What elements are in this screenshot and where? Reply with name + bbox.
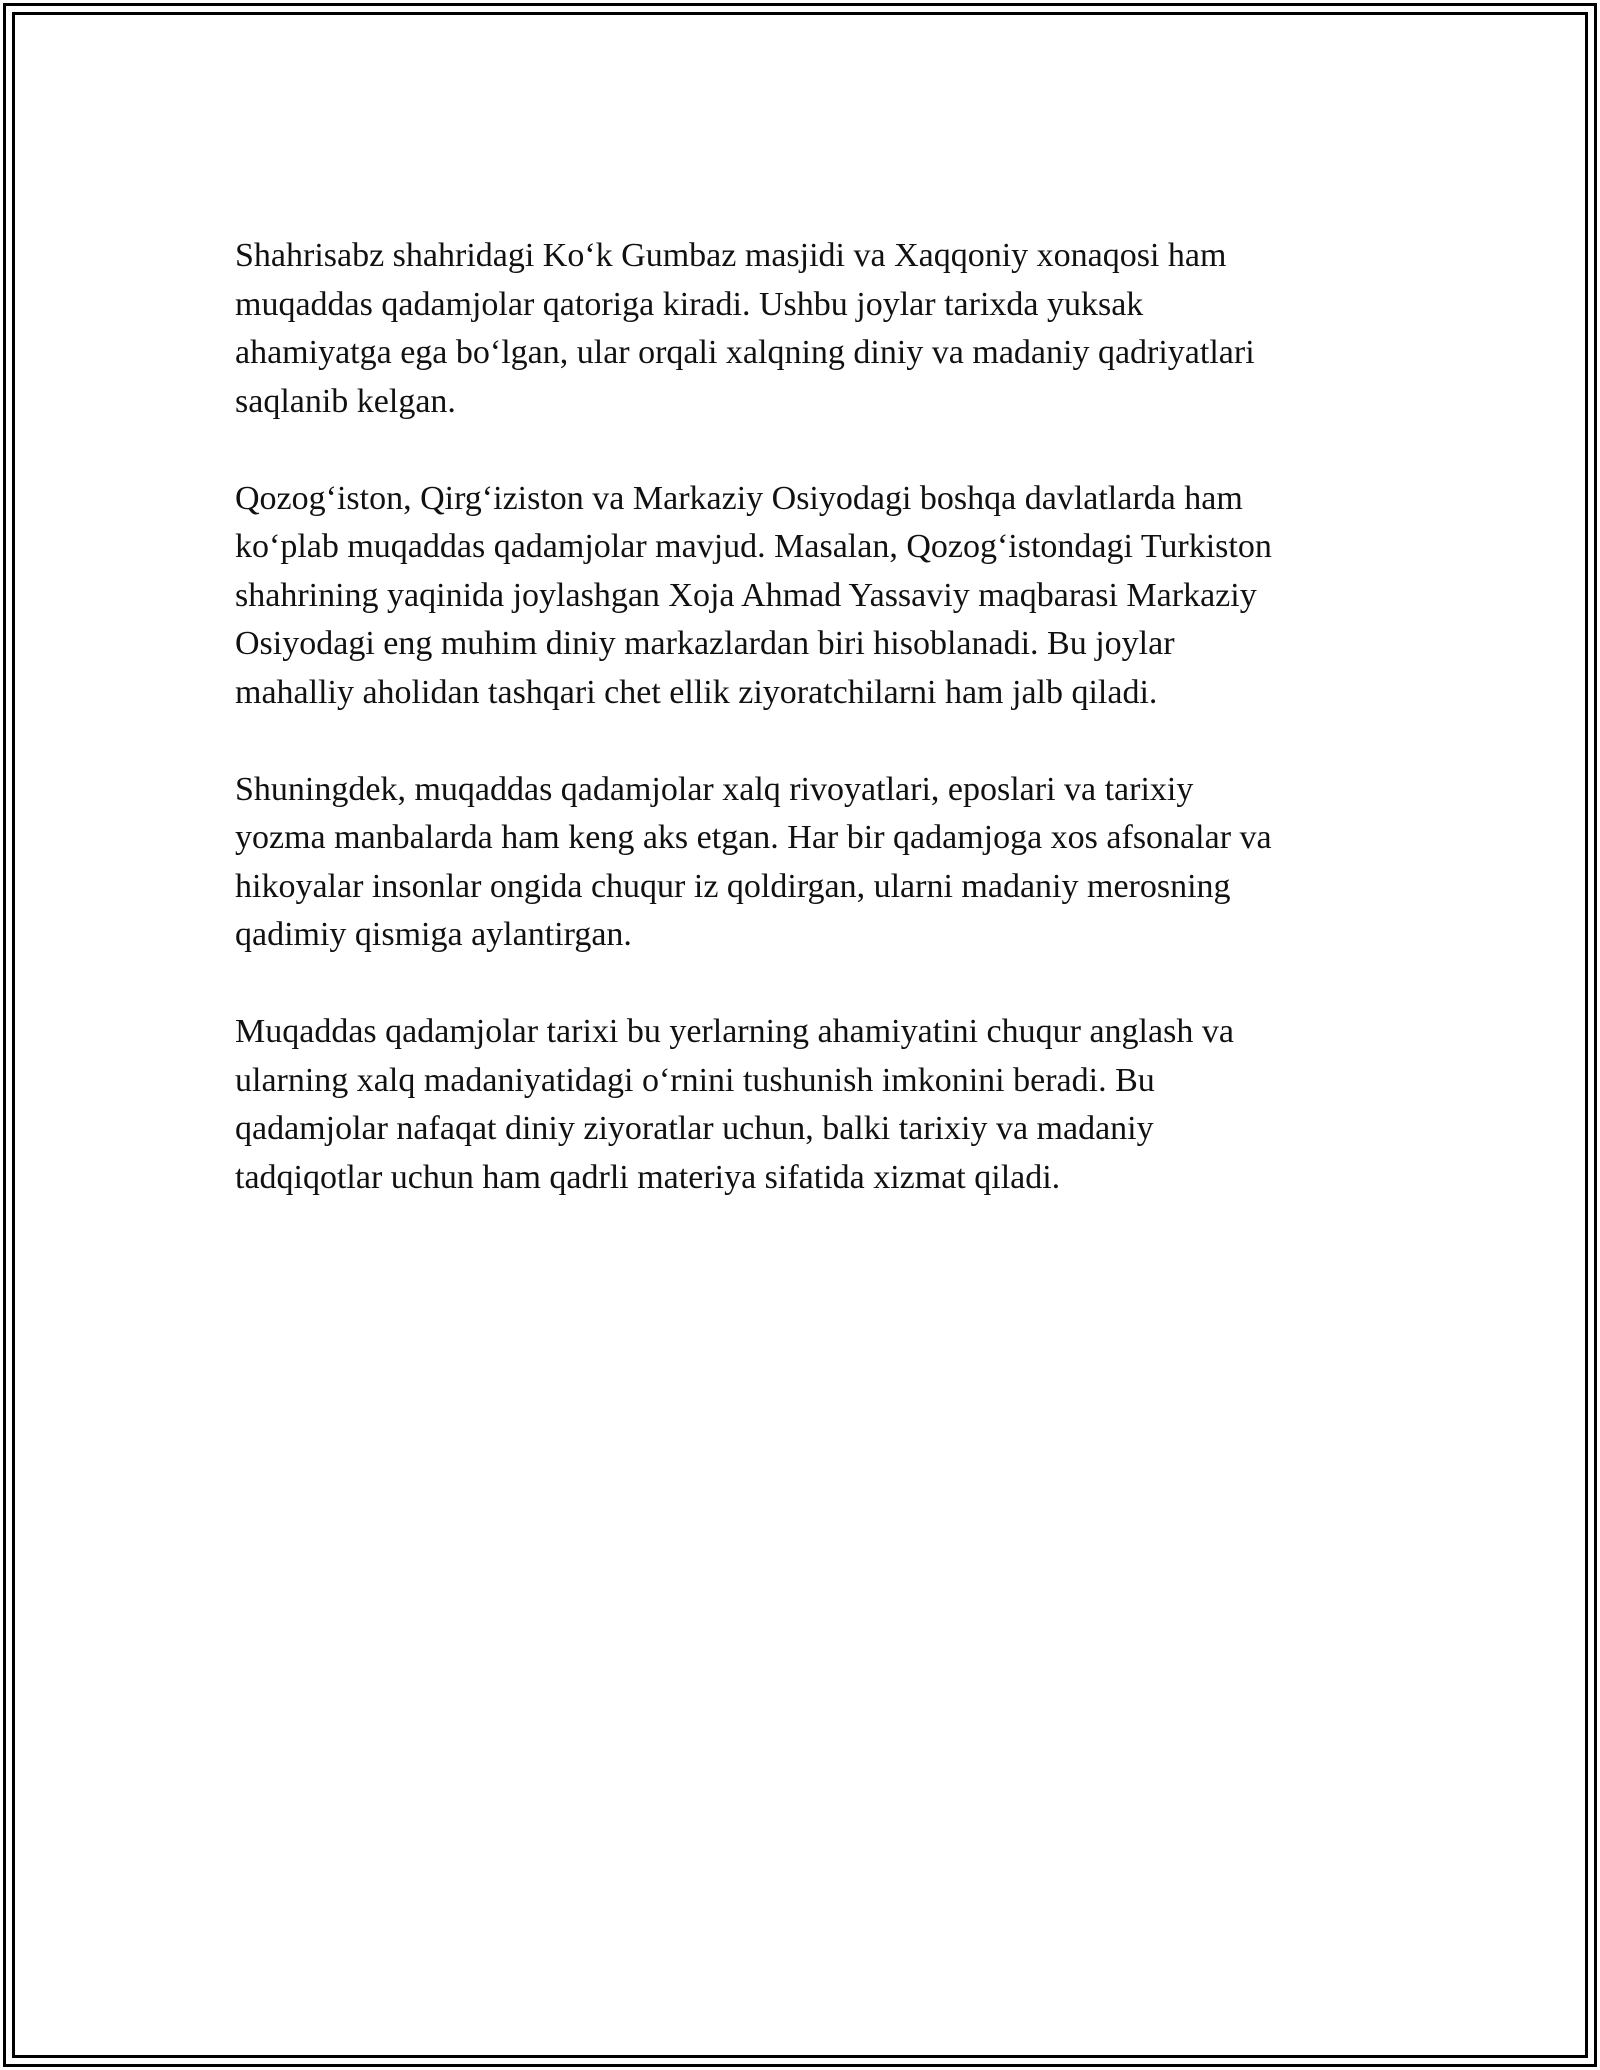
document-body	[235, 232, 1375, 1251]
paragraph-2	[235, 475, 1375, 718]
text-line: qadimiy qismiga aylantirgan.	[235, 916, 632, 953]
paragraph-4	[235, 1008, 1375, 1202]
text-line: Osiyodagi eng muhim diniy markazlardan biri hisoblanadi. Bu joylar	[235, 625, 1175, 662]
text-line: ahamiyatga ega bo‘lgan, ular orqali xalqning diniy va madaniy qadriyatlari	[235, 334, 1255, 371]
text-line: tadqiqotlar uchun ham qadrli materiya sifatida xizmat qiladi.	[235, 1158, 1061, 1196]
text-line: Qozog‘iston, Qirg‘iziston va Markaziy Osiyodagi boshqa davlatlarda ham	[235, 479, 1243, 517]
text-line: yozma manbalarda ham keng aks etgan. Har bir qadamjoga xos afsonalar va	[235, 819, 1272, 856]
text-line: muqaddas qadamjolar qatoriga kiradi. Ushbu joylar tarixda yuksak	[235, 285, 1144, 323]
text-line: shahrining yaqinida joylashgan Xoja Ahmad Yassaviy maqbarasi Markaziy	[235, 576, 1257, 614]
text-line: ko‘plab muqaddas qadamjolar mavjud. Masalan, Qozog‘istondagi Turkiston	[235, 528, 1272, 565]
text-line: hikoyalar insonlar ongida chuqur iz qoldirgan, ularni madaniy merosning	[235, 867, 1231, 905]
text-line: Muqaddas qadamjolar tarixi bu yerlarning ahamiyatini chuqur anglash va	[235, 1013, 1234, 1050]
text-line: qadamjolar nafaqat diniy ziyoratlar uchun, balki tarixiy va madaniy	[235, 1110, 1154, 1147]
text-line: Shahrisabz shahridagi Ko‘k Gumbaz masjidi va Xaqqoniy xonaqosi ham	[235, 237, 1227, 274]
paragraph-3	[235, 766, 1375, 960]
text-line: Shuningdek, muqaddas qadamjolar xalq rivoyatlari, eposlari va tarixiy	[235, 770, 1194, 808]
paragraph-1	[235, 232, 1375, 426]
text-line: saqlanib kelgan.	[235, 382, 456, 420]
text-line: mahalliy aholidan tashqari chet ellik ziyoratchilarni ham jalb qiladi.	[235, 673, 1158, 711]
text-line: ularning xalq madaniyatidagi o‘rnini tushunish imkonini beradi. Bu	[235, 1061, 1155, 1099]
